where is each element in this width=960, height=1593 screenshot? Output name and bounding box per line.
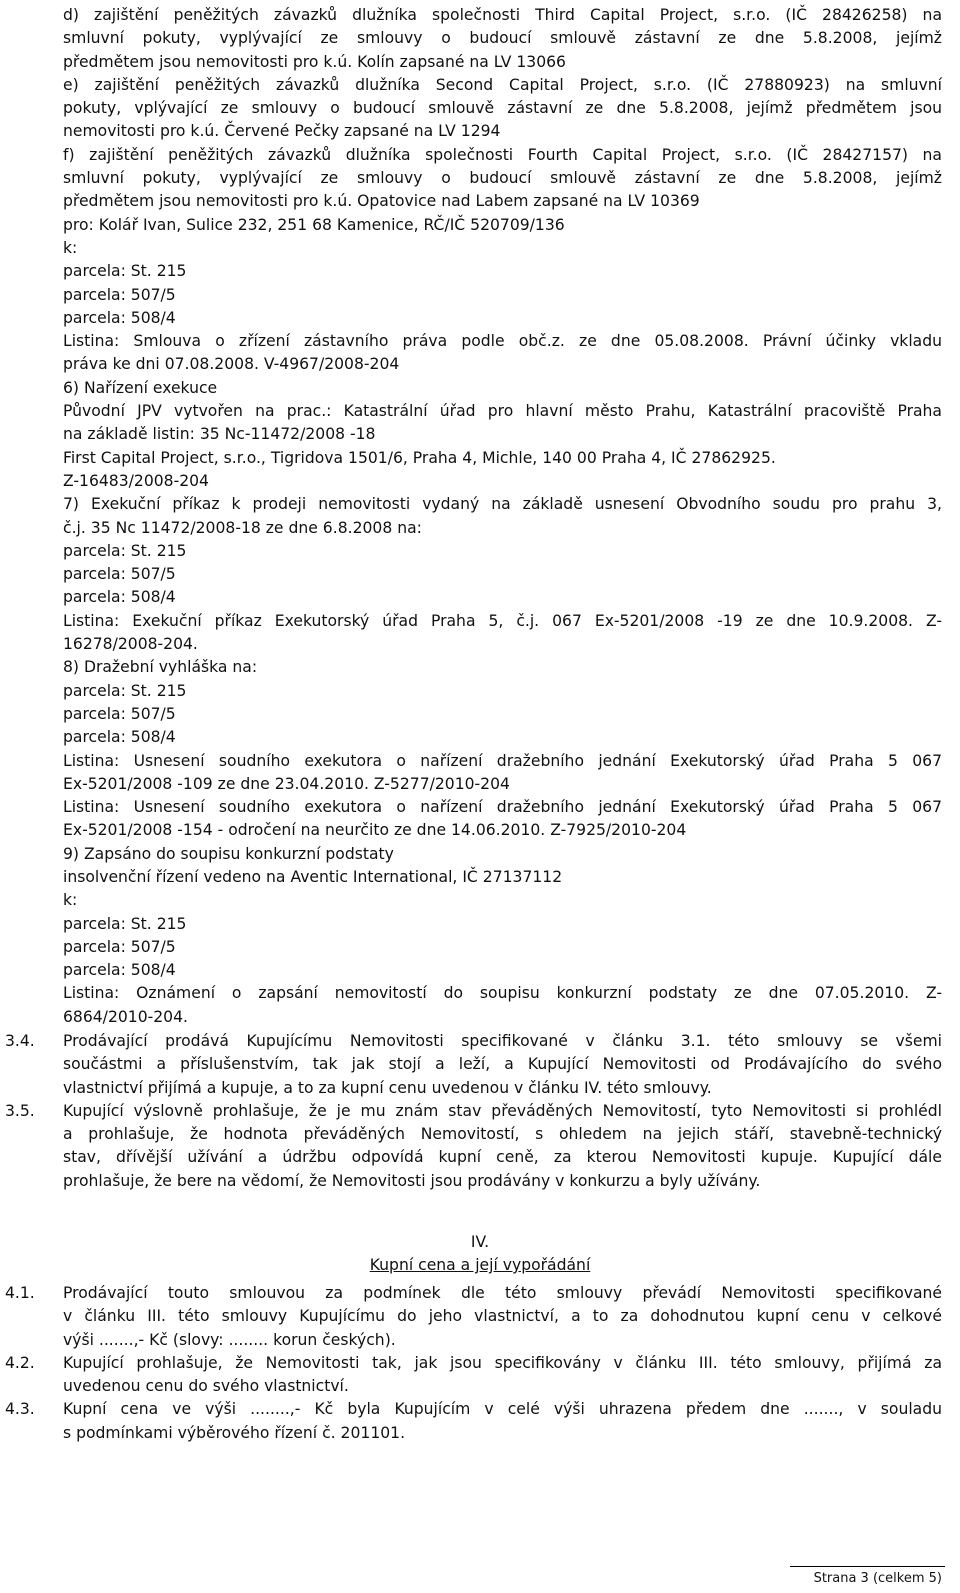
clause: [0, 1100, 960, 1193]
document-line: parcela: 508/4: [63, 728, 176, 747]
document-line: parcela: 507/5: [63, 937, 176, 956]
document-line: First Capital Project, s.r.o., Tigridova 1501/6, Praha 4, Michle, 140 00 Praha 4, IČ 27862925.: [63, 448, 776, 467]
section-3-clauses: [0, 1030, 960, 1193]
clause: [0, 1352, 960, 1399]
clause-number: 4.2.: [5, 1353, 35, 1372]
document-line: parcela: 507/5: [63, 704, 176, 723]
document-line: k:: [63, 238, 78, 257]
document-line: práva ke dni 07.08.2008. V-4967/2008-204: [63, 355, 400, 374]
document-line: pro: Kolář Ivan, Sulice 232, 251 68 Kamenice, RČ/IČ 520709/136: [63, 215, 565, 234]
clause: [0, 1030, 960, 1100]
document-line: e) zajištění peněžitých závazků dlužníka Second Capital Project, s.r.o. (IČ 27880923) na smluvní: [63, 75, 942, 94]
document-line: 9) Zapsáno do soupisu konkurzní podstaty: [63, 844, 394, 863]
clause-line: výši .......,- Kč (slovy: ........ korun českých).: [63, 1330, 396, 1349]
document-line: Původní JPV vytvořen na prac.: Katastrální úřad pro hlavní město Prahu, Katastrální pracoviště Praha: [63, 402, 942, 421]
document-line: parcela: 508/4: [63, 961, 176, 980]
document-line: Listina: Usnesení soudního exekutora o nařízení dražebního jednání Exekutorský úřad Praha 5 067: [63, 798, 942, 817]
document-line: předmětem jsou nemovitosti pro k.ú. Opatovice nad Labem zapsané na LV 10369: [63, 192, 700, 211]
clause-number: 3.4.: [5, 1032, 35, 1050]
document-line: parcela: 507/5: [63, 285, 176, 304]
clause-line: součástmi a příslušenstvím, tak jak stojí a leží, a Kupující Nemovitosti od Prodávajícího do svého: [63, 1055, 942, 1074]
clause: [0, 1398, 960, 1445]
clause-line: vlastnictví přijímá a kupuje, a to za kupní cenu uvedenou v článku IV. této smlouvy.: [63, 1078, 712, 1097]
document-line: f) zajištění peněžitých závazků dlužníka společnosti Fourth Capital Project, s.r.o. (IČ 28427157) na: [63, 145, 942, 164]
clause-line: uvedenou cenu do svého vlastnictví.: [63, 1377, 349, 1396]
article-number: IV.: [470, 1233, 490, 1251]
document-line: nemovitosti pro k.ú. Červené Pečky zapsané na LV 1294: [63, 122, 501, 141]
encumbrance-list: [63, 4, 942, 1029]
document-line: parcela: 507/5: [63, 565, 176, 584]
document-line: 8) Dražební vyhláška na:: [63, 658, 258, 677]
document-line: parcela: St. 215: [63, 541, 187, 560]
document-line: předmětem jsou nemovitosti pro k.ú. Kolín zapsané na LV 13066: [63, 52, 566, 71]
document-line: Listina: Exekuční příkaz Exekutorský úřad Praha 5, č.j. 067 Ex-5201/2008 -19 ze dne 10.9.2008. Z-: [63, 611, 942, 630]
clause-line: Kupní cena ve výši ........,- Kč byla Kupujícím v celé výši uhrazena předem dne ......., v souladu: [63, 1400, 942, 1419]
document-line: Ex-5201/2008 -109 ze dne 23.04.2010. Z-5277/2010-204: [63, 774, 510, 793]
article-title: Kupní cena a její vypořádání: [369, 1256, 591, 1274]
document-line: Ex-5201/2008 -154 - odročení na neurčito ze dne 14.06.2010. Z-7925/2010-204: [63, 821, 687, 840]
clause-line: Prodávající prodává Kupujícímu Nemovitosti specifikované v článku 3.1. této smlouvy se všemi: [63, 1032, 942, 1050]
document-line: 16278/2008-204.: [63, 635, 198, 654]
clause-number: 4.1.: [5, 1284, 35, 1302]
clause-line: s podmínkami výběrového řízení č. 201101.: [63, 1423, 406, 1442]
document-line: Listina: Smlouva o zřízení zástavního práva podle obč.z. ze dne 05.08.2008. Právní účinky vkladu: [63, 332, 942, 351]
clause-line: Kupující výslovně prohlašuje, že je mu znám stav převáděných Nemovitostí, tyto Nemovitosti si prohlédl: [63, 1101, 942, 1120]
section-4-clauses: [0, 1282, 960, 1445]
document-line: 6) Nařízení exekuce: [63, 378, 218, 397]
document-line: Z-16483/2008-204: [63, 471, 209, 490]
clause-number: 3.5.: [5, 1101, 35, 1120]
document-line: č.j. 35 Nc 11472/2008-18 ze dne 6.8.2008 na:: [63, 518, 422, 537]
document-line: Listina: Oznámení o zapsání nemovitostí do soupisu konkurzní podstaty ze dne 07.05.2010. Z-: [63, 984, 942, 1003]
document-line: k:: [63, 891, 78, 910]
clause-line: Prodávající touto smlouvou za podmínek dle této smlouvy převádí Nemovitosti specifikované: [63, 1284, 942, 1302]
clause-line: Kupující prohlašuje, že Nemovitosti tak, jak jsou specifikovány v článku III. této smlouvy, přijímá za: [63, 1353, 942, 1372]
page-number: Strana 3 (celkem 5): [813, 1571, 942, 1586]
document-line: smluvní pokuty, vyplývající ze smlouvy o budoucí smlouvě zástavní ze dne 5.8.2008, jejímž: [63, 169, 942, 188]
clause: [0, 1282, 960, 1352]
clause-line: stav, dřívější užívání a údržbu odpovídá kupní ceně, za kterou Nemovitosti kupuje. Kupující dále: [63, 1148, 942, 1167]
document-line: pokuty, vplývající ze smlouvy o budoucí smlouvě zástavní ze dne 5.8.2008, jejímž předmětem jsou: [63, 99, 942, 118]
document-line: parcela: St. 215: [63, 262, 187, 281]
clause-number: 4.3.: [5, 1400, 35, 1419]
document-line: parcela: 508/4: [63, 588, 176, 607]
clause-line: a prohlašuje, že hodnota převáděných Nemovitostí, s ohledem na jejich stáří, stavebně-technický: [63, 1125, 942, 1144]
document-line: 7) Exekuční příkaz k prodeji nemovitosti vydaný na základě usnesení Obvodního soudu pro prahu 3,: [63, 495, 942, 514]
document-line: parcela: 508/4: [63, 308, 176, 327]
document-line: insolvenční řízení vedeno na Aventic International, IČ 27137112: [63, 867, 563, 886]
document-line: d) zajištění peněžitých závazků dlužníka společnosti Third Capital Project, s.r.o. (IČ 28426258) na: [63, 6, 942, 24]
document-line: smluvní pokuty, vyplývající ze smlouvy o budoucí smlouvě zástavní ze dne 5.8.2008, jejímž: [63, 29, 942, 48]
clause-line: prohlašuje, že bere na vědomí, že Nemovitosti jsou prodávány v konkurzu a byly užívány.: [63, 1171, 761, 1190]
footer-divider: [790, 1566, 945, 1567]
document-line: parcela: St. 215: [63, 681, 187, 700]
clause-line: v článku III. této smlouvy Kupujícímu do jeho vlastnictví, a to za dohodnutou kupní cenu v celkové: [63, 1307, 942, 1326]
document-line: 6864/2010-204.: [63, 1007, 188, 1026]
document-line: parcela: St. 215: [63, 914, 187, 933]
document-line: Listina: Usnesení soudního exekutora o nařízení dražebního jednání Exekutorský úřad Praha 5 067: [63, 751, 942, 770]
document-line: na základě listin: 35 Nc-11472/2008 -18: [63, 425, 376, 444]
